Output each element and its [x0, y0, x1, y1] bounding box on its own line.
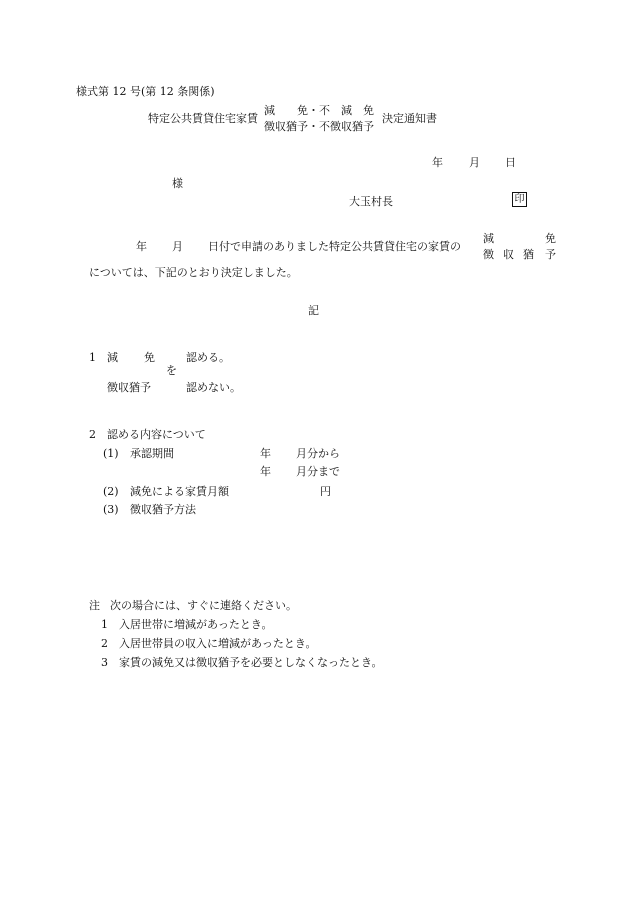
- body-line2-text: については、下記のとおり決定しました。: [89, 266, 298, 279]
- date-year-label: 年: [432, 156, 443, 169]
- item2-sub1-from-year: 年: [260, 447, 271, 460]
- date-day-label: 日: [505, 156, 516, 169]
- item2-sub3-label: 徴収猶予方法: [130, 503, 196, 516]
- item1-genmen-1: 減: [107, 351, 118, 364]
- notes-label: 注: [89, 599, 100, 612]
- item2-number: 2: [89, 428, 96, 441]
- note-item-text: 入居世帯員の収入に増減があったとき。: [119, 637, 317, 650]
- item1-chosyu: 徴収猶予: [107, 381, 151, 394]
- item2-sub3-number: (3): [103, 503, 119, 516]
- item2-sub2-number: (2): [103, 485, 119, 498]
- item2-sub1-to-month: 月分まで: [296, 465, 340, 478]
- body-month-label: 月: [172, 240, 183, 253]
- item2-sub1-from-month: 月分から: [296, 447, 340, 460]
- note-item-text: 入居世帯に増減があったとき。: [119, 618, 273, 631]
- date-month-label: 月: [469, 156, 480, 169]
- body-choice-chosyu-4: 予: [545, 248, 556, 261]
- note-item-number: 2: [101, 637, 108, 650]
- body-choice-chosyu-1: 徴: [483, 248, 494, 261]
- notes-heading: 次の場合には、すぐに連絡ください。: [110, 599, 297, 612]
- body-choice-genmen-2: 免: [545, 232, 556, 245]
- body-line1-text: 日付で申請のありました特定公共賃貸住宅の家賃の: [208, 240, 461, 253]
- item1-particle: を: [166, 364, 177, 377]
- seal-mark: 印: [512, 192, 527, 207]
- item2-sub1-number: (1): [103, 447, 119, 460]
- item1-deny: 認めない。: [186, 381, 241, 394]
- item1-genmen-2: 免: [144, 351, 155, 364]
- item2-sub1-to-year: 年: [260, 465, 271, 478]
- ki-heading: 記: [308, 304, 319, 317]
- item1-approve: 認める。: [186, 351, 230, 364]
- addressee-suffix: 様: [172, 177, 183, 190]
- body-choice-genmen-1: 減: [483, 232, 494, 245]
- note-item-number: 3: [101, 656, 108, 669]
- body-choice-chosyu-2: 収: [503, 248, 514, 261]
- item1-number: 1: [89, 351, 96, 364]
- body-choice-chosyu-3: 猶: [523, 248, 534, 261]
- title-choice-upper: 減 免・不 減 免: [264, 104, 374, 117]
- form-number-label: 様式第 12 号(第 12 条関係): [76, 85, 215, 98]
- title-suffix: 決定通知書: [382, 112, 437, 125]
- item2-sub1-label: 承認期間: [130, 447, 174, 460]
- title-choice-lower: 徴収猶予・不徴収猶予: [264, 120, 374, 133]
- title-prefix: 特定公共賃貸住宅家賃: [148, 112, 258, 125]
- body-year-label: 年: [136, 240, 147, 253]
- item2-sub2-unit: 円: [320, 485, 331, 498]
- note-item-text: 家賃の減免又は徴収猶予を必要としなくなったとき。: [119, 656, 383, 669]
- item2-sub2-label: 減免による家賃月額: [130, 485, 229, 498]
- item2-heading: 認める内容について: [107, 428, 206, 441]
- issuer-name: 大玉村長: [349, 195, 393, 208]
- note-item-number: 1: [101, 618, 108, 631]
